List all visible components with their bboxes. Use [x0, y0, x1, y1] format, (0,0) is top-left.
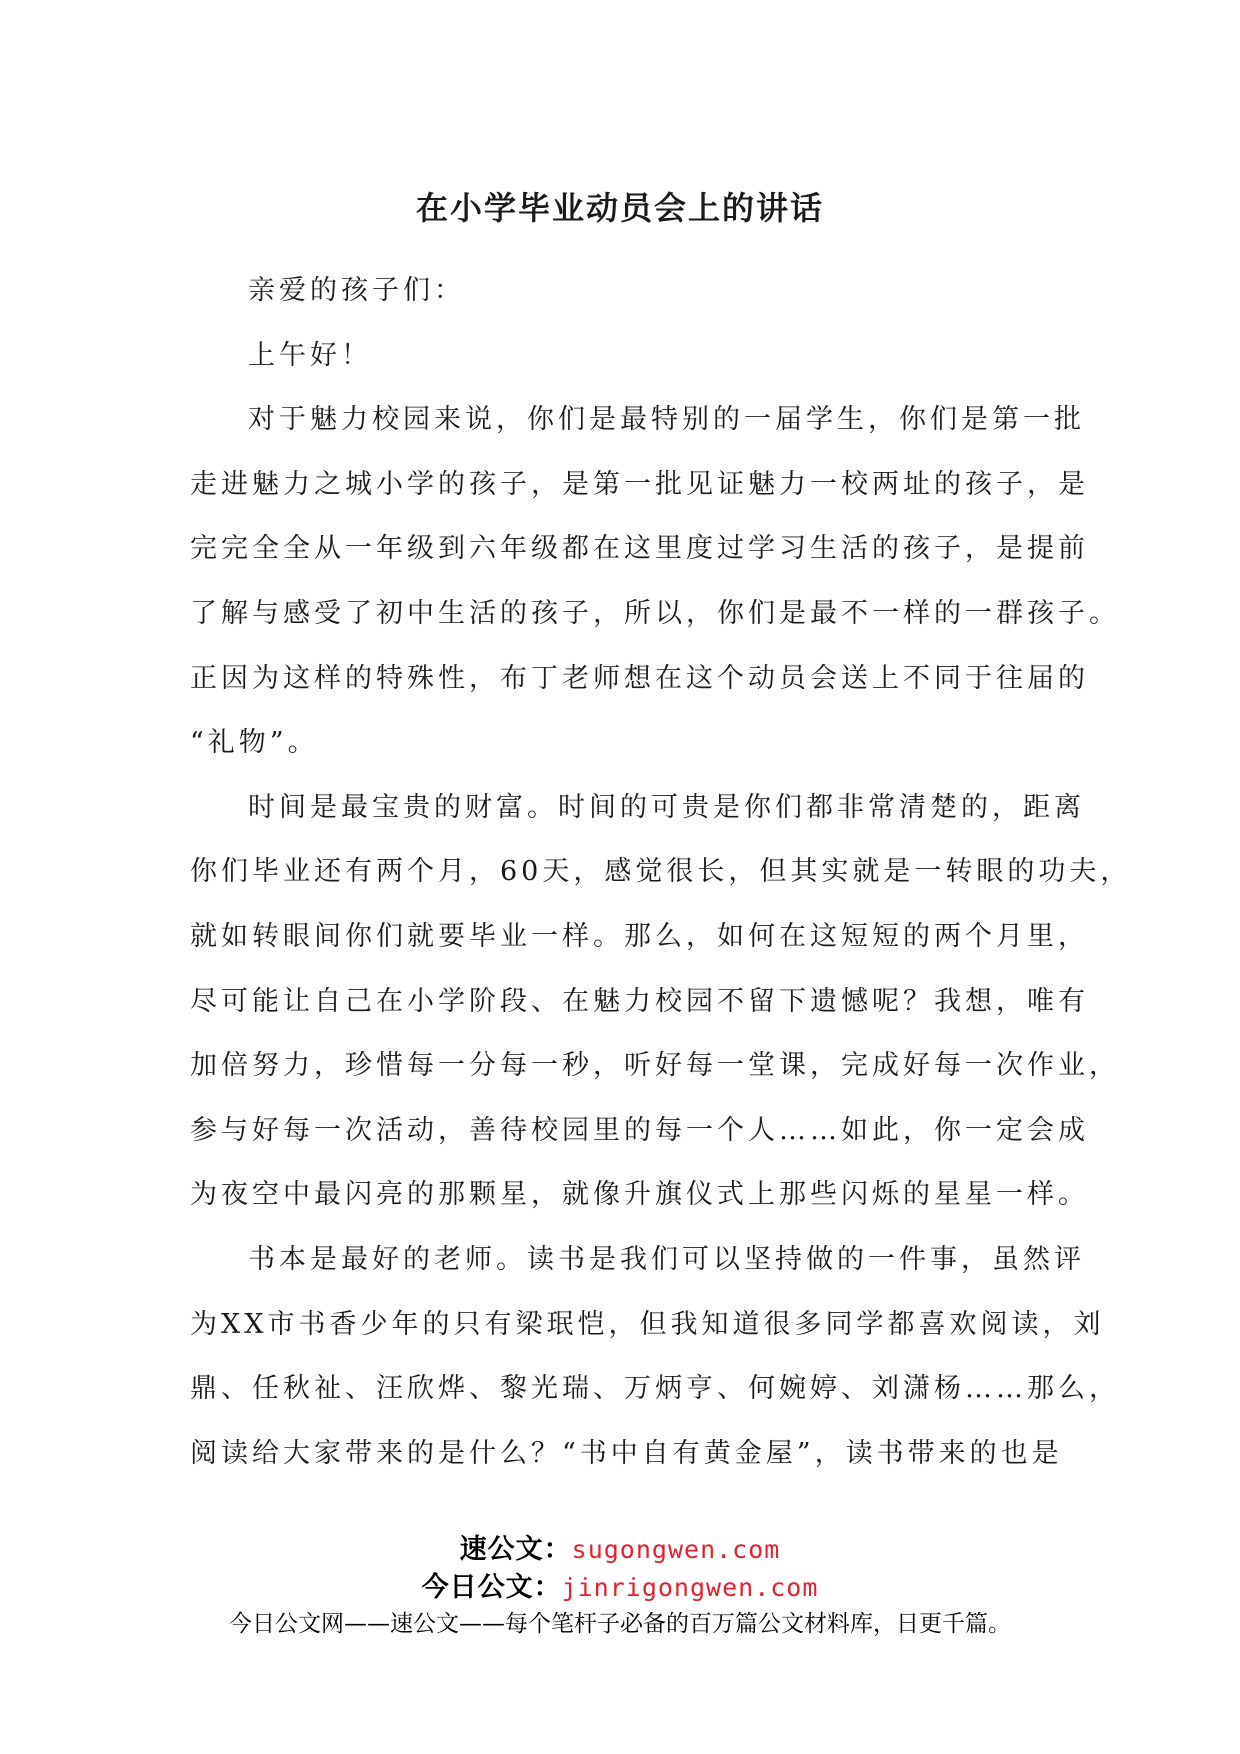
paragraph-line: 参与好每一次活动，善待校园里的每一个人……如此，你一定会成 — [190, 1114, 1089, 1146]
paragraph-line: 加倍努力，珍惜每一分每一秒，听好每一堂课，完成好每一次作业， — [190, 1050, 1120, 1082]
paragraph-line: 你们毕业还有两个月，60天，感觉很长，但其实就是一转眼的功夫， — [190, 856, 1132, 888]
paragraph-line: 鼎、任秋祉、汪欣烨、黎光瑞、万炳亨、何婉婷、刘潇杨……那么， — [190, 1373, 1120, 1405]
paragraph-line: 为夜空中最闪亮的那颗星，就像升旗仪式上那些闪烁的星星一样。 — [190, 1179, 1089, 1211]
paragraph-line: 正因为这样的特殊性，布丁老师想在这个动员会送上不同于往届的 — [190, 662, 1089, 694]
footer-sugongwen-link[interactable]: sugongwen.com — [571, 1535, 781, 1564]
paragraph-line: 对于魅力校园来说，你们是最特别的一届学生，你们是第一批 — [248, 404, 1085, 436]
paragraph-line: 时间是最宝贵的财富。时间的可贵是你们都非常清楚的，距离 — [248, 791, 1085, 823]
paragraph-line: “礼物”。 — [190, 727, 319, 759]
paragraph-line: 上午好！ — [248, 339, 372, 371]
footer-tagline — [0, 1608, 1240, 1640]
footer-jinrigongwen-link[interactable]: jinrigongwen.com — [561, 1573, 819, 1602]
footer-tagline-text: 今日公文网——速公文——每个笔杆子必备的百万篇公文材料库，日更千篇。 — [229, 1611, 1011, 1637]
footer-sugongwen — [0, 1532, 1240, 1568]
paragraph-line: 完完全全从一年级到六年级都在这里度过学习生活的孩子，是提前 — [190, 533, 1089, 565]
footer-jinrigongwen-label: 今日公文： — [421, 1572, 562, 1603]
paragraph-line: 书本是最好的老师。读书是我们可以坚持做的一件事，虽然评 — [248, 1243, 1085, 1275]
footer-jinrigongwen — [0, 1570, 1240, 1606]
paragraph-line: 就如转眼间你们就要毕业一样。那么，如何在这短短的两个月里， — [190, 920, 1089, 952]
document-body — [190, 259, 1132, 1486]
document-title: 在小学毕业动员会上的讲话 — [415, 189, 824, 227]
paragraph-line: 尽可能让自己在小学阶段、在魅力校园不留下遗憾呢？我想，唯有 — [190, 985, 1089, 1017]
paragraph-line: 为XX市书香少年的只有梁珉恺，但我知道很多同学都喜欢阅读，刘 — [190, 1308, 1105, 1340]
paragraph-line: 了解与感受了初中生活的孩子，所以，你们是最不一样的一群孩子。 — [190, 597, 1120, 629]
paragraph-line: 亲爱的孩子们： — [248, 275, 465, 306]
footer-sugongwen-label: 速公文： — [459, 1534, 572, 1565]
paragraph-line: 走进魅力之城小学的孩子，是第一批见证魅力一校两址的孩子，是 — [190, 468, 1089, 500]
paragraph-line: 阅读给大家带来的是什么？“书中自有黄金屋”，读书带来的也是 — [190, 1437, 1063, 1469]
